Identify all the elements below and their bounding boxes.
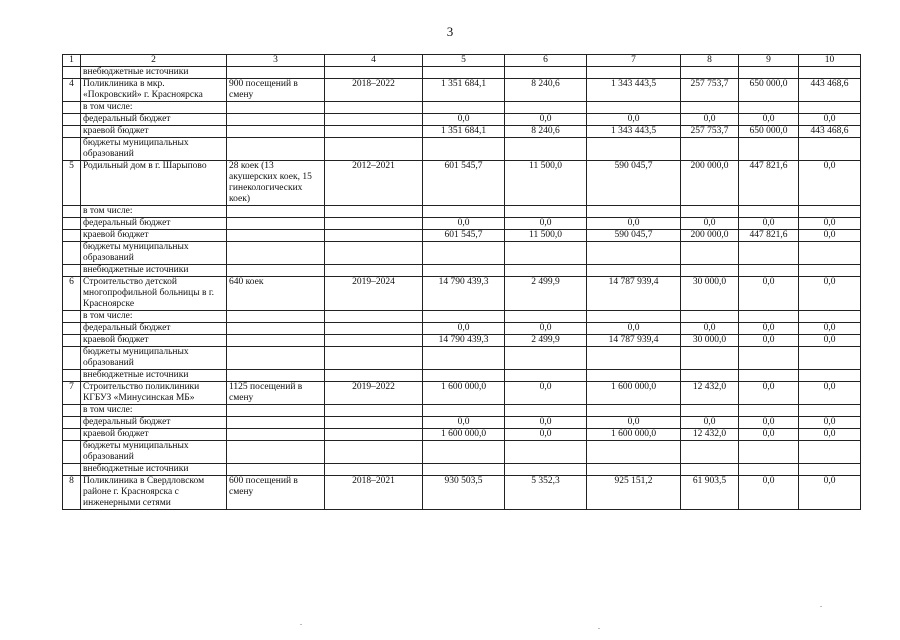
table-cell: 257 753,7 [681, 79, 739, 102]
column-header: 7 [587, 55, 681, 67]
table-header-row [63, 55, 861, 67]
table-cell [325, 347, 423, 370]
row-number-cell: 7 [63, 382, 81, 405]
column-header: 3 [227, 55, 325, 67]
table-cell: 0,0 [799, 277, 861, 311]
table-cell [799, 464, 861, 476]
row-number-cell [63, 335, 81, 347]
table-cell: 0,0 [799, 218, 861, 230]
table-cell [739, 311, 799, 323]
row-number-cell [63, 218, 81, 230]
table-cell [227, 323, 325, 335]
row-number-cell [63, 405, 81, 417]
table-cell: 0,0 [681, 218, 739, 230]
table-cell: 900 посещений в смену [227, 79, 325, 102]
table-cell: 0,0 [587, 323, 681, 335]
table-row [63, 405, 861, 417]
row-number-cell: 6 [63, 277, 81, 311]
table-cell: 0,0 [681, 114, 739, 126]
table-cell: 0,0 [423, 218, 505, 230]
table-cell [423, 370, 505, 382]
table-cell [799, 138, 861, 161]
table-cell [325, 126, 423, 138]
table-cell [587, 206, 681, 218]
table-cell: 5 352,3 [505, 476, 587, 510]
table-cell [505, 405, 587, 417]
table-cell [227, 242, 325, 265]
table-cell: 2012–2021 [325, 161, 423, 206]
row-name-cell: краевой бюджет [81, 335, 227, 347]
table-cell: 8 240,6 [505, 126, 587, 138]
table-cell [587, 311, 681, 323]
row-name-cell: бюджеты муниципальных образований [81, 347, 227, 370]
table-cell [227, 370, 325, 382]
table-cell: 1 600 000,0 [423, 382, 505, 405]
row-number-cell [63, 464, 81, 476]
table-cell [505, 464, 587, 476]
table-cell: 0,0 [739, 218, 799, 230]
table-cell [325, 323, 423, 335]
table-cell: 200 000,0 [681, 230, 739, 242]
table-cell [325, 441, 423, 464]
table-cell [587, 347, 681, 370]
table-cell: 0,0 [681, 323, 739, 335]
table-cell: 601 545,7 [423, 161, 505, 206]
table-cell: 0,0 [799, 323, 861, 335]
table-cell [505, 347, 587, 370]
table-cell [799, 370, 861, 382]
row-name-cell: краевой бюджет [81, 230, 227, 242]
investment-table [62, 54, 861, 510]
table-row [63, 464, 861, 476]
row-name-cell: федеральный бюджет [81, 114, 227, 126]
table-row [63, 242, 861, 265]
table-cell: 650 000,0 [739, 79, 799, 102]
table-cell: 0,0 [681, 417, 739, 429]
table-row [63, 114, 861, 126]
table-cell: 0,0 [423, 417, 505, 429]
table-cell [587, 405, 681, 417]
table-cell [505, 311, 587, 323]
table-cell: 12 432,0 [681, 382, 739, 405]
table-cell: 0,0 [739, 476, 799, 510]
table-cell: 0,0 [799, 161, 861, 206]
table-row [63, 102, 861, 114]
row-name-cell: бюджеты муниципальных образований [81, 441, 227, 464]
table-cell [325, 370, 423, 382]
table-cell [681, 242, 739, 265]
table-cell [423, 311, 505, 323]
table-row [63, 476, 861, 510]
table-row [63, 206, 861, 218]
table-cell: 447 821,6 [739, 161, 799, 206]
row-name-cell: Поликлиника в мкр. «Покровский» г. Красноярска [81, 79, 227, 102]
row-number-cell [63, 311, 81, 323]
row-number-cell [63, 441, 81, 464]
row-name-cell: в том числе: [81, 206, 227, 218]
row-number-cell [63, 265, 81, 277]
row-name-cell: краевой бюджет [81, 429, 227, 441]
row-name-cell: федеральный бюджет [81, 323, 227, 335]
table-cell: 2019–2024 [325, 277, 423, 311]
table-row [63, 265, 861, 277]
row-number-cell [63, 323, 81, 335]
table-cell [227, 206, 325, 218]
table-cell [505, 265, 587, 277]
table-cell [681, 138, 739, 161]
table-cell: 1 343 443,5 [587, 126, 681, 138]
row-name-cell: в том числе: [81, 405, 227, 417]
table-cell: 1 600 000,0 [423, 429, 505, 441]
table-cell [227, 138, 325, 161]
table-row [63, 230, 861, 242]
table-cell [505, 138, 587, 161]
table-cell [325, 265, 423, 277]
table-cell: 600 посещений в смену [227, 476, 325, 510]
row-number-cell [63, 347, 81, 370]
table-cell: 0,0 [739, 277, 799, 311]
table-row [63, 441, 861, 464]
table-cell [681, 441, 739, 464]
table-cell: 1 351 684,1 [423, 126, 505, 138]
table-cell [799, 206, 861, 218]
table-cell: 0,0 [739, 114, 799, 126]
table-cell: 1 600 000,0 [587, 382, 681, 405]
table-cell [739, 265, 799, 277]
table-cell [423, 405, 505, 417]
table-cell: 30 000,0 [681, 335, 739, 347]
table-row [63, 382, 861, 405]
row-number-cell [63, 138, 81, 161]
table-cell: 0,0 [423, 323, 505, 335]
table-cell [799, 441, 861, 464]
table-cell [325, 429, 423, 441]
table-cell: 0,0 [799, 429, 861, 441]
table-cell: 1125 посещений в смену [227, 382, 325, 405]
table-row [63, 218, 861, 230]
table-cell [423, 347, 505, 370]
table-row [63, 335, 861, 347]
table-cell: 0,0 [505, 429, 587, 441]
table-cell: 0,0 [799, 114, 861, 126]
table-cell: 0,0 [587, 417, 681, 429]
row-number-cell [63, 370, 81, 382]
table-cell [227, 230, 325, 242]
row-number-cell: 8 [63, 476, 81, 510]
table-cell: 0,0 [505, 323, 587, 335]
row-number-cell: 5 [63, 161, 81, 206]
table-cell: 0,0 [423, 114, 505, 126]
table-cell [227, 102, 325, 114]
table-cell [799, 102, 861, 114]
table-cell [681, 347, 739, 370]
row-name-cell: Поликлиника в Свердловском районе г. Красноярска с инженерными сетями [81, 476, 227, 510]
table-cell: 0,0 [799, 417, 861, 429]
table-cell [423, 67, 505, 79]
table-row [63, 347, 861, 370]
table-cell [681, 206, 739, 218]
table-cell [325, 417, 423, 429]
table-cell [423, 206, 505, 218]
row-number-cell [63, 417, 81, 429]
table-cell: 14 787 939,4 [587, 335, 681, 347]
table-cell [587, 102, 681, 114]
table-cell [739, 206, 799, 218]
table-cell [739, 138, 799, 161]
table-cell [799, 405, 861, 417]
row-name-cell: федеральный бюджет [81, 218, 227, 230]
table-row [63, 429, 861, 441]
table-cell: 2019–2022 [325, 382, 423, 405]
table-cell [423, 242, 505, 265]
table-cell [227, 417, 325, 429]
table-body [63, 55, 861, 510]
table-cell: 447 821,6 [739, 230, 799, 242]
table-cell [739, 102, 799, 114]
table-row [63, 311, 861, 323]
column-header: 10 [799, 55, 861, 67]
row-number-cell: 4 [63, 79, 81, 102]
table-cell [739, 370, 799, 382]
table-cell [227, 218, 325, 230]
table-cell: 590 045,7 [587, 161, 681, 206]
table-cell: 0,0 [739, 335, 799, 347]
table-cell: 925 151,2 [587, 476, 681, 510]
table-cell [325, 218, 423, 230]
table-row [63, 323, 861, 335]
table-cell [423, 102, 505, 114]
table-cell: 2018–2021 [325, 476, 423, 510]
table-cell [227, 67, 325, 79]
table-cell: 11 500,0 [505, 161, 587, 206]
table-cell: 61 903,5 [681, 476, 739, 510]
table-cell [681, 405, 739, 417]
column-header: 5 [423, 55, 505, 67]
table-cell: 14 787 939,4 [587, 277, 681, 311]
table-row [63, 67, 861, 79]
table-cell [325, 311, 423, 323]
row-number-cell [63, 429, 81, 441]
table-cell [739, 441, 799, 464]
table-cell: 601 545,7 [423, 230, 505, 242]
table-cell: 0,0 [505, 114, 587, 126]
row-number-cell [63, 67, 81, 79]
table-cell [325, 67, 423, 79]
table-cell [325, 242, 423, 265]
table-cell [739, 464, 799, 476]
table-cell: 11 500,0 [505, 230, 587, 242]
row-number-cell [63, 102, 81, 114]
table-cell: 0,0 [505, 417, 587, 429]
table-cell: 0,0 [799, 476, 861, 510]
table-cell: 257 753,7 [681, 126, 739, 138]
table-cell [587, 265, 681, 277]
table-cell [681, 311, 739, 323]
table-cell [681, 265, 739, 277]
table-row [63, 126, 861, 138]
table-cell [505, 67, 587, 79]
table-cell [587, 138, 681, 161]
table-cell: 930 503,5 [423, 476, 505, 510]
table-cell [227, 311, 325, 323]
table-cell [739, 242, 799, 265]
table-cell: 0,0 [799, 335, 861, 347]
row-number-cell [63, 126, 81, 138]
table-cell [681, 370, 739, 382]
table-cell [423, 464, 505, 476]
table-cell [227, 265, 325, 277]
row-name-cell: внебюджетные источники [81, 265, 227, 277]
table-cell: 0,0 [739, 323, 799, 335]
table-cell [505, 441, 587, 464]
column-header: 8 [681, 55, 739, 67]
row-name-cell: федеральный бюджет [81, 417, 227, 429]
table-cell: 14 790 439,3 [423, 335, 505, 347]
table-cell: 0,0 [505, 218, 587, 230]
row-number-cell [63, 114, 81, 126]
row-name-cell: Родильный дом в г. Шарыпово [81, 161, 227, 206]
row-number-cell [63, 230, 81, 242]
table-cell: 2018–2022 [325, 79, 423, 102]
table-cell: 2 499,9 [505, 277, 587, 311]
table-cell [227, 405, 325, 417]
row-name-cell: внебюджетные источники [81, 464, 227, 476]
table-cell [587, 464, 681, 476]
table-cell: 0,0 [799, 230, 861, 242]
table-cell [227, 464, 325, 476]
table-row [63, 370, 861, 382]
table-cell [505, 370, 587, 382]
table-cell: 0,0 [587, 218, 681, 230]
row-name-cell: бюджеты муниципальных образований [81, 138, 227, 161]
page-number: 3 [446, 24, 454, 39]
table-cell [587, 67, 681, 79]
table-cell: 14 790 439,3 [423, 277, 505, 311]
column-header: 6 [505, 55, 587, 67]
table-cell [325, 405, 423, 417]
column-header: 2 [81, 55, 227, 67]
row-name-cell: Строительство детской многопрофильной больницы в г. Красноярске [81, 277, 227, 311]
table-cell [799, 242, 861, 265]
table-cell [325, 102, 423, 114]
table-cell: 0,0 [587, 114, 681, 126]
table-cell [681, 464, 739, 476]
row-name-cell: внебюджетные источники [81, 370, 227, 382]
table-cell [227, 429, 325, 441]
table-cell [227, 335, 325, 347]
table-cell: 30 000,0 [681, 277, 739, 311]
table-cell: 8 240,6 [505, 79, 587, 102]
table-cell: 0,0 [739, 382, 799, 405]
table-cell: 590 045,7 [587, 230, 681, 242]
table-cell [681, 67, 739, 79]
column-header: 1 [63, 55, 81, 67]
row-name-cell: Строительство поликлиники КГБУЗ «Минусинская МБ» [81, 382, 227, 405]
row-number-cell [63, 242, 81, 265]
table-cell: 0,0 [505, 382, 587, 405]
row-name-cell: в том числе: [81, 311, 227, 323]
row-name-cell: краевой бюджет [81, 126, 227, 138]
column-header: 4 [325, 55, 423, 67]
table-cell: 443 468,6 [799, 79, 861, 102]
table-row [63, 277, 861, 311]
table-cell [325, 138, 423, 161]
table-cell [423, 441, 505, 464]
table-row [63, 417, 861, 429]
row-name-cell: бюджеты муниципальных образований [81, 242, 227, 265]
table-cell: 1 351 684,1 [423, 79, 505, 102]
row-name-cell: в том числе: [81, 102, 227, 114]
column-header: 9 [739, 55, 799, 67]
table-row [63, 138, 861, 161]
table-cell [227, 114, 325, 126]
table-cell [505, 102, 587, 114]
table-cell [799, 67, 861, 79]
table-cell [739, 405, 799, 417]
table-cell: 0,0 [739, 429, 799, 441]
table-cell: 650 000,0 [739, 126, 799, 138]
table-cell: 0,0 [799, 382, 861, 405]
table-cell [739, 67, 799, 79]
table-row [63, 79, 861, 102]
table-cell [799, 265, 861, 277]
table-cell: 1 600 000,0 [587, 429, 681, 441]
table-cell [423, 138, 505, 161]
table-cell [799, 347, 861, 370]
table-cell [587, 242, 681, 265]
table-cell [505, 206, 587, 218]
table-cell: 12 432,0 [681, 429, 739, 441]
table-cell: 200 000,0 [681, 161, 739, 206]
table-cell [227, 441, 325, 464]
table-cell: 0,0 [739, 417, 799, 429]
table-cell [739, 347, 799, 370]
table-cell [325, 464, 423, 476]
table-cell: 28 коек (13 акушерских коек, 15 гинекологических коек) [227, 161, 325, 206]
table-cell [681, 102, 739, 114]
row-name-cell: внебюджетные источники [81, 67, 227, 79]
table-cell: 2 499,9 [505, 335, 587, 347]
table-cell [227, 126, 325, 138]
table-cell [227, 347, 325, 370]
table-cell: 443 468,6 [799, 126, 861, 138]
table-cell [799, 311, 861, 323]
table-cell [505, 242, 587, 265]
table-cell: 640 коек [227, 277, 325, 311]
table-cell: 1 343 443,5 [587, 79, 681, 102]
table-cell [325, 206, 423, 218]
table-row [63, 161, 861, 206]
table-cell [325, 230, 423, 242]
table-cell [587, 370, 681, 382]
table-cell [325, 335, 423, 347]
table-cell [587, 441, 681, 464]
table-cell [423, 265, 505, 277]
table-cell [325, 114, 423, 126]
row-number-cell [63, 206, 81, 218]
